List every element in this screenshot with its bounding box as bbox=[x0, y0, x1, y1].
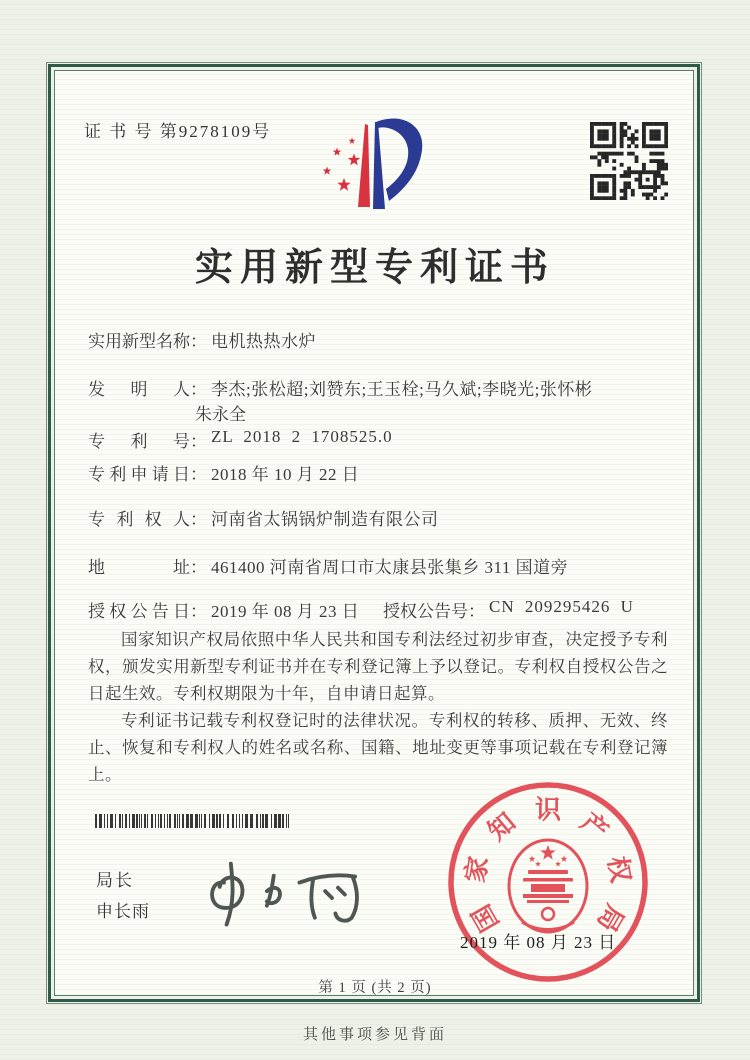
official-seal bbox=[442, 776, 654, 988]
field-value: ZL 2018 2 1708525.0 bbox=[211, 427, 393, 446]
certificate-title: 实用新型专利证书 bbox=[194, 247, 555, 289]
field-inventors bbox=[88, 375, 680, 400]
svg-text:国: 国 bbox=[466, 899, 505, 937]
legal-paragraph-2: 专利证书记载专利权登记时的法律状况。专利权的转移、质押、无效、终止、恢复和专利权人的姓名或名称、国籍、地址变更等事项记载在专利登记簿上。 bbox=[88, 711, 668, 784]
signer-name: 申长雨 bbox=[96, 902, 150, 921]
field-value: 2018 年 10 月 22 日 bbox=[211, 465, 360, 484]
field-inventors-line2: 朱永全 bbox=[195, 405, 246, 424]
field-grant-row bbox=[88, 597, 750, 622]
field-value: 电机热热水炉 bbox=[211, 332, 316, 351]
colon: ： bbox=[190, 332, 207, 351]
logo-blue-stem bbox=[373, 122, 385, 209]
field-value: 2019 年 08 月 23 日 bbox=[211, 602, 360, 621]
colon: ： bbox=[190, 602, 207, 621]
colon: ： bbox=[468, 602, 485, 621]
svg-text:权: 权 bbox=[602, 854, 636, 885]
logo-stars bbox=[323, 138, 361, 191]
signature-handwriting bbox=[200, 852, 380, 932]
colon: ： bbox=[190, 465, 207, 484]
field-label: 专利号 bbox=[88, 432, 190, 451]
colon: ： bbox=[190, 558, 207, 577]
cnipa-patent-logo bbox=[312, 105, 427, 211]
field-label: 发明人 bbox=[88, 380, 190, 399]
certificate-number: 证 书 号 第9278109号 bbox=[84, 122, 272, 141]
logo-red-wedge bbox=[358, 124, 370, 207]
field-label: 授权公告号 bbox=[383, 602, 468, 621]
legal-paragraph-1: 国家知识产权局依照中华人民共和国专利法经过初步审查，决定授予专利权，颁发实用新型专利证书并在专利登记簿上予以登记。专利权自授权公告之日起生效。专利权期限为十年，自申请日起算。 bbox=[88, 630, 668, 703]
page-number: 第 1 页 (共 2 页) bbox=[318, 980, 432, 996]
field-patent-number bbox=[88, 427, 680, 452]
field-label: 专利权人 bbox=[88, 510, 190, 529]
legal-text bbox=[88, 626, 668, 788]
colon: ： bbox=[190, 380, 207, 399]
signer-role: 局长 bbox=[96, 871, 134, 890]
field-label: 授权公告日 bbox=[88, 602, 190, 621]
field-value: 河南省太锅锅炉制造有限公司 bbox=[211, 510, 439, 529]
field-value: 461400 河南省周口市太康县张集乡 311 国道旁 bbox=[211, 558, 569, 577]
seal-ring-text bbox=[461, 796, 636, 937]
colon: ： bbox=[190, 510, 207, 529]
barcode bbox=[95, 814, 293, 828]
field-label: 地址 bbox=[88, 558, 190, 577]
field-grant-number bbox=[383, 597, 634, 622]
field-label: 专利申请日 bbox=[88, 465, 190, 484]
seal-national-emblem bbox=[509, 840, 587, 932]
field-value: 李杰;张松超;刘赞东;王玉栓;马久斌;李晓光;张怀彬 bbox=[211, 380, 593, 399]
svg-text:局: 局 bbox=[591, 899, 630, 937]
field-utility-model-name bbox=[88, 327, 680, 352]
qr-code bbox=[590, 122, 668, 200]
field-patentee bbox=[88, 505, 680, 530]
colon: ： bbox=[190, 432, 207, 451]
field-value: CN 209295426 U bbox=[489, 597, 634, 616]
field-address bbox=[88, 553, 680, 578]
svg-text:知: 知 bbox=[482, 807, 521, 847]
svg-text:产: 产 bbox=[575, 807, 614, 847]
seal-date: 2019 年 08 月 23 日 bbox=[460, 933, 617, 952]
svg-text:识: 识 bbox=[534, 795, 562, 825]
field-filing-date bbox=[88, 460, 680, 485]
back-side-note: 其他事项参见背面 bbox=[302, 1027, 447, 1043]
svg-text:家: 家 bbox=[460, 854, 494, 885]
field-label: 实用新型名称 bbox=[88, 332, 190, 351]
